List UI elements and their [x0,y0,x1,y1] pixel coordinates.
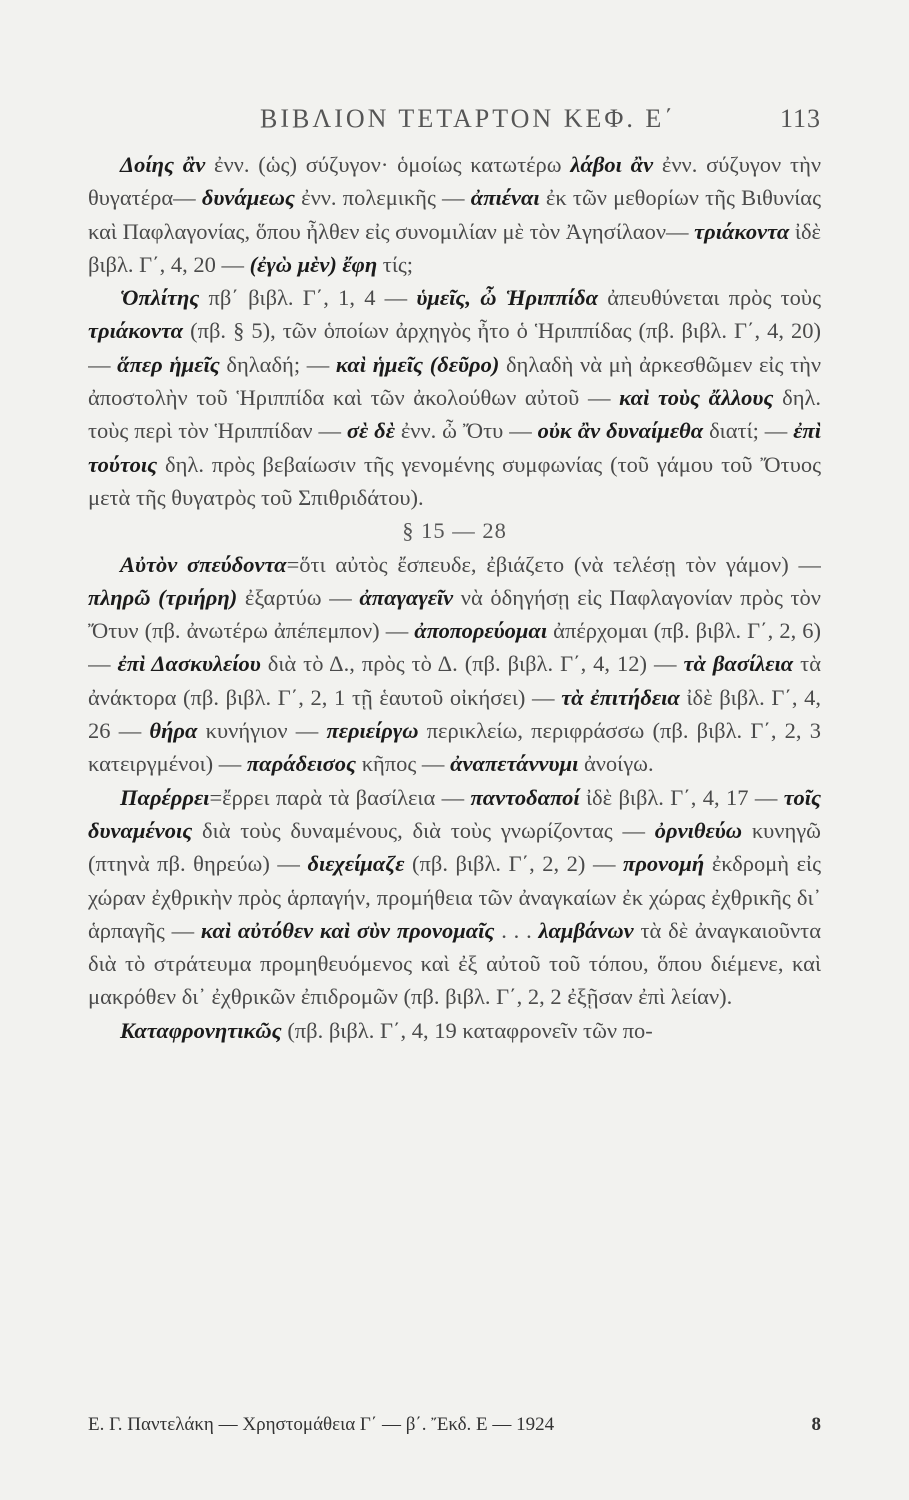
lemma: πληρῶ (τριήρη) [88,584,238,610]
gloss: τὰ δὲ ἀναγκαιοῦντα διὰ τὸ στράτευμα προμηθευόμενος καὶ ἐξ αὐτοῦ τοῦ τόπου, ὅπου διέμενε, καὶ μακρόθεν δι᾽ ἐχθρικῶν ἐπιδρομῶν (πβ. βιβλ. Γ΄, 2, 2 ἐξῇσαν ἐπὶ λείαν). [88,917,821,1010]
lemma: τριάκοντα [694,218,790,244]
gloss: ἐκ τῶν μεθορίων τῆς Βιθυνίας καὶ Παφλαγονίας, ὅπου ἦλθεν εἰς συνομιλίαν μὲ τὸν Ἀγησίλαον— [88,185,821,244]
lemma: ὀρνιθεύω [654,817,743,843]
section-heading [88,514,821,547]
lemma: Καταφρονητικῶς [120,1017,282,1043]
gloss: . . . [494,917,539,943]
lemma: ἐπὶ τούτοις [88,418,821,477]
gloss: κυνήγιον — [197,718,327,744]
gloss: ἐνν. πολεμικῆς — [294,185,471,211]
lemma: τὰ ἐπιτήδεια [561,684,680,710]
lemma: (ἐγὼ μὲν) ἔφη [249,251,378,277]
lemma: Αὐτὸν σπεύδοντα [120,551,287,577]
lemma: ἀποπορεύομαι [414,618,548,644]
gloss: δηλ. τοὺς περὶ τὸν Ἡριππίδαν — [88,385,821,444]
commentary-paragraph [88,548,821,781]
gloss: δηλ. πρὸς βεβαίωσιν τῆς γενομένης συμφωνίας (τοῦ γάμου τοῦ Ὄτυος μετὰ τῆς θυγατρὸς τοῦ Σπιθριδάτου). [88,451,821,510]
gloss: διὰ τοὺς δυναμένους, διὰ τοὺς γνωρίζοντας — [192,817,655,843]
gloss: κυνηγῶ (πτηνὰ πβ. θηρεύω) — [88,817,821,877]
page-number: 113 [779,104,821,133]
commentary-paragraph [88,148,821,281]
commentary-text [88,148,821,1406]
page-footer [88,1414,821,1444]
lemma: ἅπερ ἡμεῖς [117,351,220,377]
gloss: δηλαδὴ νὰ μὴ ἀρκεσθῶμεν εἰς τὴν ἀποστολὴν τοῦ Ἡριππίδα καὶ τῶν ἀκολούθων αὐτοῦ — [88,351,821,411]
lemma: τριάκοντα [88,318,184,344]
lemma: καὶ τοὺς ἄλλους [619,385,774,411]
gloss: =ὅτι αὐτὸς ἔσπευδε, ἐβιάζετο (νὰ τελέσῃ τὸν γάμον) — [286,551,821,577]
running-title: ΒΙΒΛΙΟΝ ΤΕΤΑΡΤΟΝ ΚΕΦ. Ε΄ [260,104,676,133]
gloss: ἐνν. ὦ Ὄτυ — [394,418,538,444]
lemma: ἐπὶ Δασκυλείου [117,651,261,677]
lemma: λάβοι ἂν [570,152,654,177]
footer-imprint: Ε. Γ. Παντελάκη — Χρηστομάθεια Γ΄ — β΄. Ἔκδ. Ε — 1924 [88,1414,555,1435]
lemma: καὶ αὐτόθεν καὶ σὺν προνομαῖς [200,917,495,943]
gloss: νὰ ὁδηγήσῃ εἰς Παφλαγονίαν πρὸς τὸν Ὄτυν (πβ. ἀνωτέρω ἀπέπεμπον) — [88,584,821,644]
lemma: διεχείμαζε [307,851,405,877]
lemma: παράδεισος [246,751,357,777]
lemma: τὰ βασίλεια [683,651,794,677]
gloss: (πβ. βιβλ. Γ΄, 4, 19 καταφρονεῖν τῶν πο- [281,1017,653,1043]
lemma: περιείργω [326,718,419,744]
lemma: καὶ ἡμεῖς (δεῦρο) [335,351,500,377]
gloss: ἰδὲ βιβλ. Γ΄, 4, 26 — [88,684,821,744]
signature-mark: 8 [811,1414,821,1435]
lemma: δυνάμεως [201,185,295,211]
lemma: προνομή [623,851,705,877]
gloss: περικλείω, περιφράσσω (πβ. βιβλ. Γ΄, 2, 3 κατειργμένοι) — [88,718,821,777]
commentary-paragraph [88,281,821,514]
gloss: διατί; — [703,418,794,444]
gloss: ἀνοίγω. [578,751,654,777]
lemma: Ὁπλίτης [120,285,200,311]
gloss: (πβ. βιβλ. Γ΄, 2, 2) — [404,851,624,877]
lemma: Παρέρρει [120,784,210,810]
lemma: οὐκ ἂν δυναίμεθα [537,418,704,444]
gloss: ἐξαρτύω — [237,584,360,610]
gloss: κῆπος — [356,751,451,777]
commentary-paragraph [88,781,821,1014]
lemma: ἀναπετάννυμι [450,751,579,777]
lemma: λαμβάνων [538,917,634,943]
gloss: τίς; [377,251,414,277]
gloss: δηλαδή; — [219,351,336,377]
gloss: τὰ ἀνάκτορα (πβ. βιβλ. Γ΄, 2, 1 τῇ ἑαυτοῦ οἰκήσει) — [88,651,821,710]
gloss: (πβ. § 5), τῶν ὁποίων ἀρχηγὸς ἦτο ὁ Ἡριππίδας (πβ. βιβλ. Γ΄, 4, 20) — [88,318,821,377]
gloss: =ἔρρει παρὰ τὰ βασίλεια — [209,784,471,810]
lemma: παντοδαποί [470,784,580,810]
lemma: ὑμεῖς, ὦ Ἡριππίδα [416,285,599,311]
gloss: πβ΄ βιβλ. Γ΄, 1, 4 — [199,285,417,311]
lemma: σὲ δὲ [346,418,395,444]
gloss: ἰδὲ βιβλ. Γ΄, 4, 17 — [579,784,784,810]
lemma: τοῖς δυναμένοις [88,784,821,843]
lemma: θήρα [149,718,198,744]
gloss: ἐνν. σύζυγον τὴν θυγατέρα— [88,152,821,211]
lemma: ἀπαγαγεῖν [359,584,454,610]
lemma: ἀπιέναι [470,185,540,211]
commentary-paragraph [88,1014,821,1047]
gloss: ἰδὲ βιβλ. Γ΄, 4, 20 — [88,218,821,277]
gloss: ἐνν. (ὡς) σύζυγον· ὁμοίως κατωτέρω [205,152,571,177]
gloss: ἀπευθύνεται πρὸς τοὺς [598,285,821,311]
gloss: § 15 — 28 [402,518,507,544]
gloss: διὰ τὸ Δ., πρὸς τὸ Δ. (πβ. βιβλ. Γ΄, 4, 12) — [260,651,684,677]
running-header [88,104,821,140]
lemma: Δοίης ἂν [120,152,206,177]
gloss: ἀπέρχομαι (πβ. βιβλ. Γ΄, 2, 6) — [88,618,821,677]
gloss: ἐκδρομὴ εἰς χώραν ἐχθρικὴν πρὸς ἁρπαγήν, προμήθεια τῶν ἀναγκαίων ἐκ χώρας ἐχθρικῆς δι᾽ ἁρπαγῆς — [88,851,821,943]
